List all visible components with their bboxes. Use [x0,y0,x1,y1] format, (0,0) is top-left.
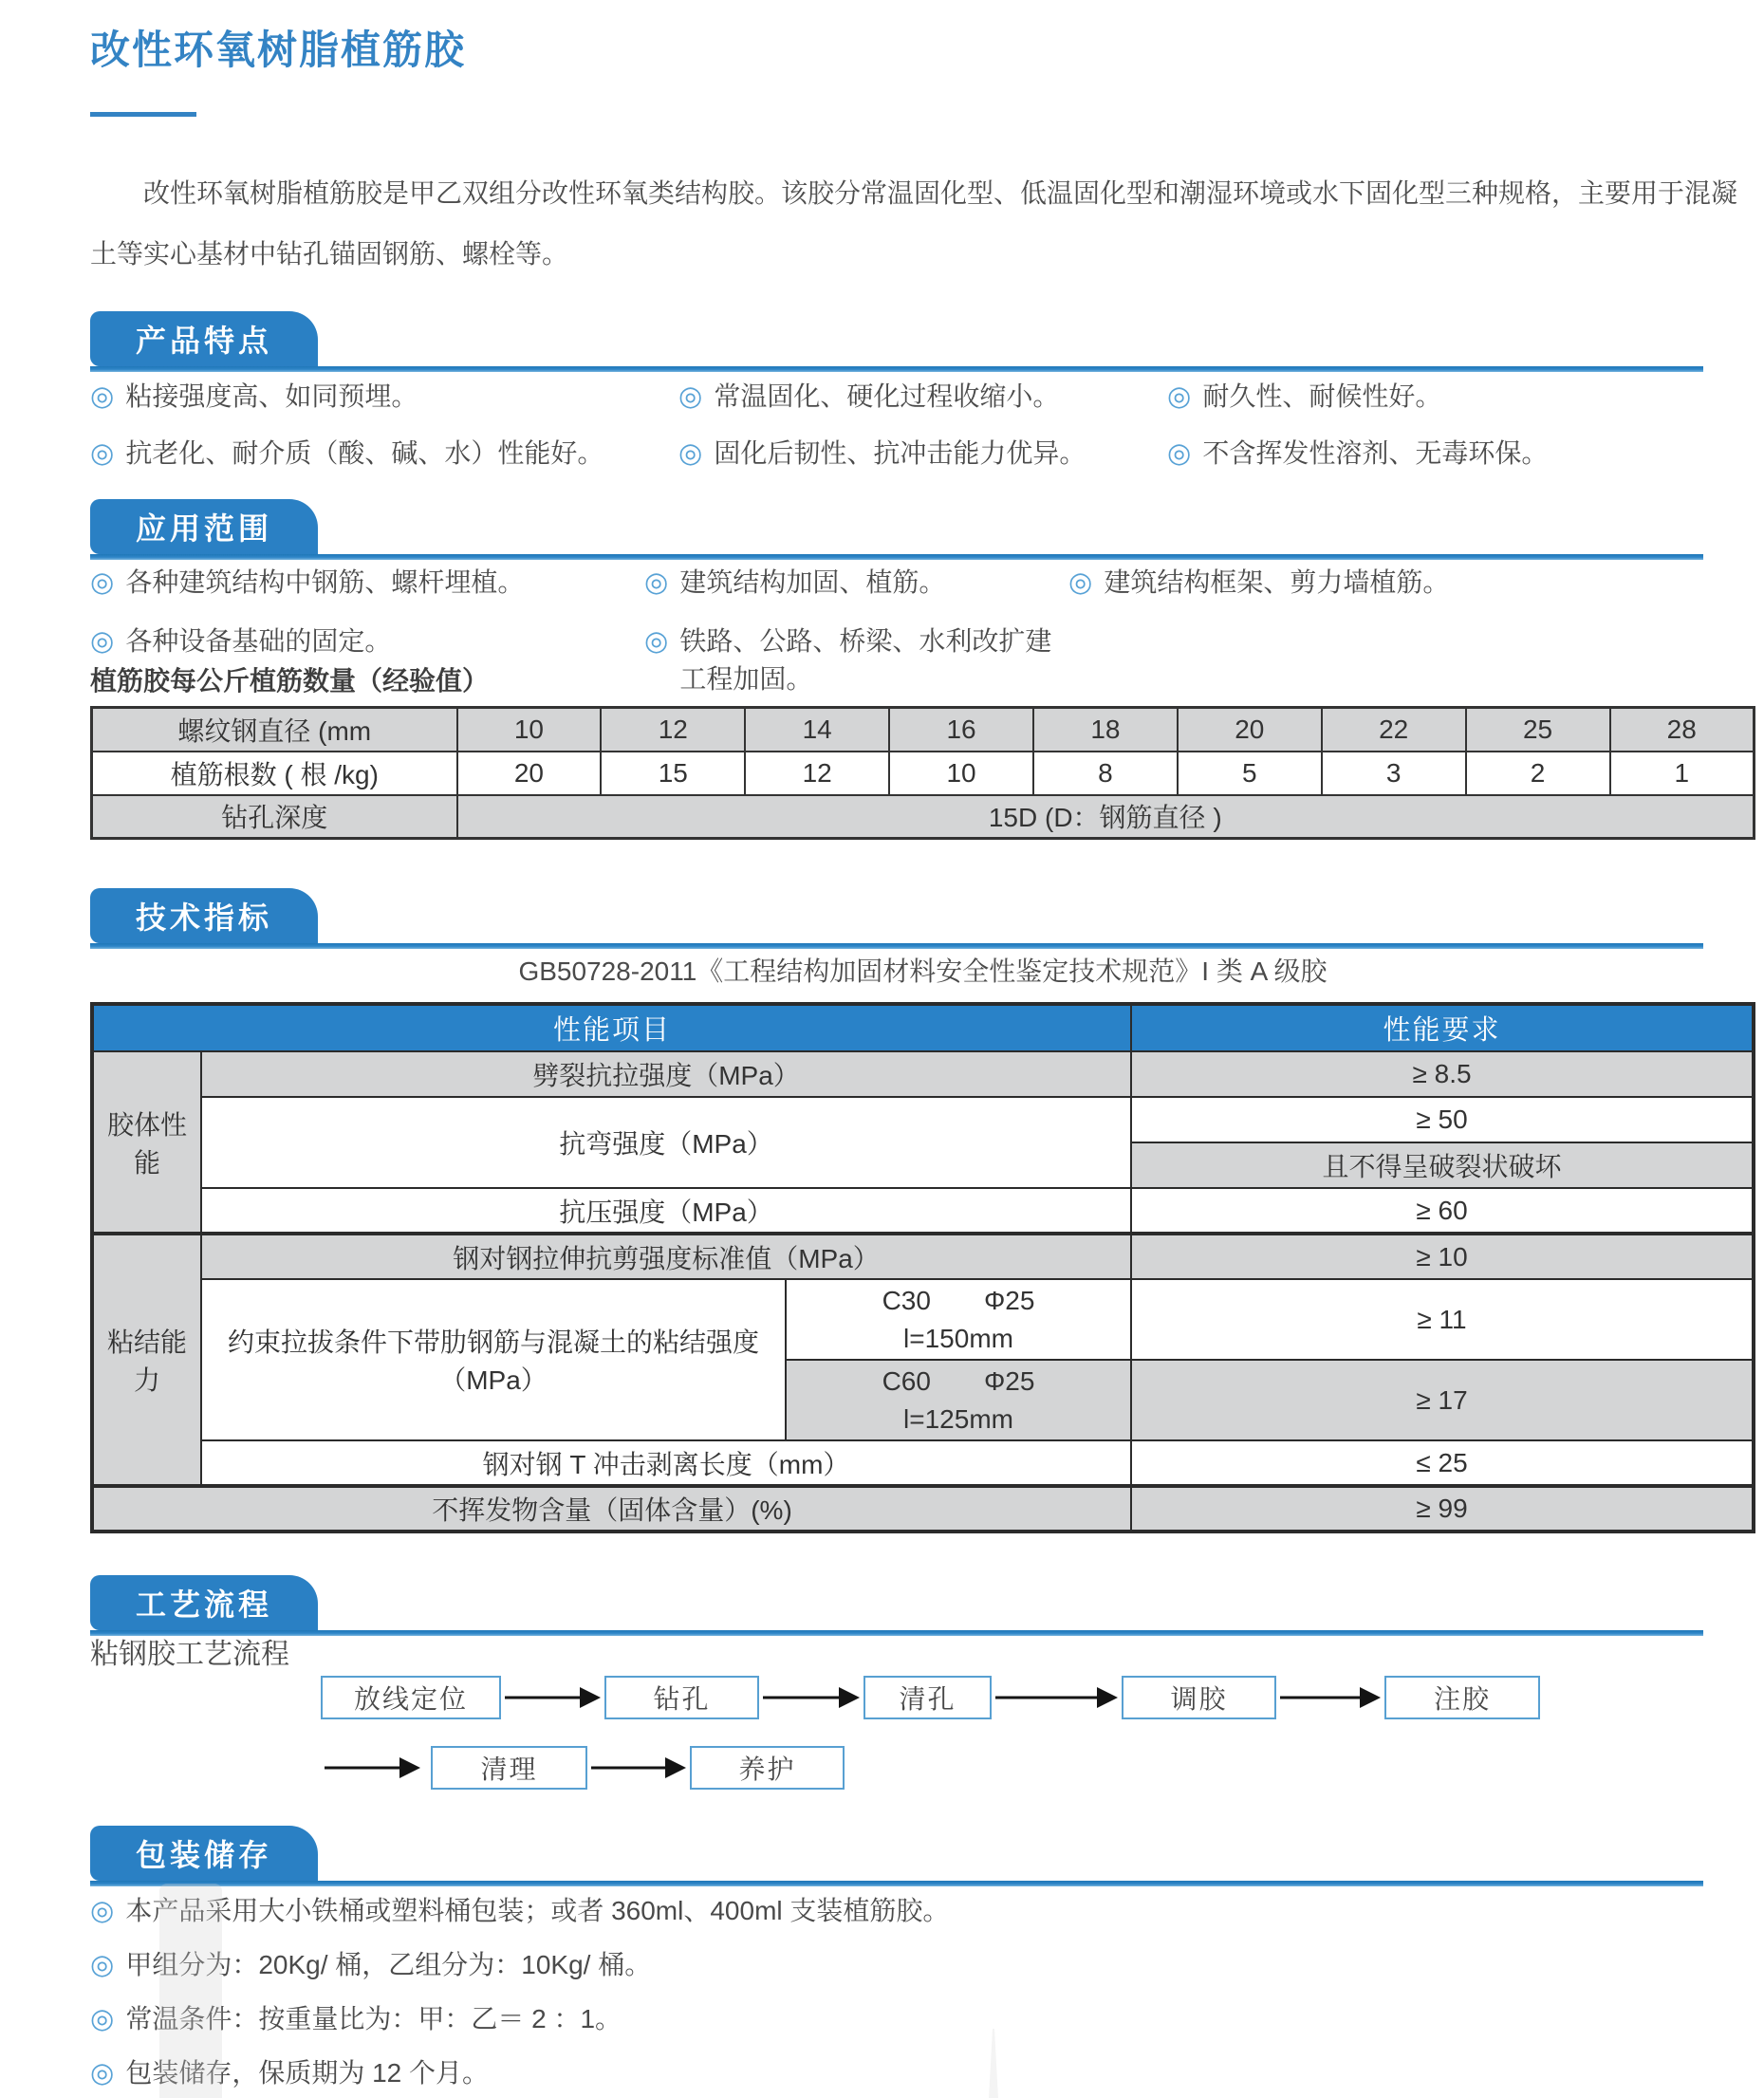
ring-bullet-icon: ◎ [90,567,115,598]
section-header-applications [90,499,1755,560]
packaging-text: 本产品采用大小铁桶或塑料桶包装；或者 360ml、400ml 支装植筋胶。 [125,1896,950,1925]
item-cell: 不挥发物含量（固体含量）(%) [92,1486,1131,1532]
tech-spec-table [90,1002,1755,1533]
features-list [90,378,1755,492]
condition-line: C60 Φ25 [882,1365,1035,1396]
cell: 20 [1178,708,1322,752]
section-header-packaging [90,1826,1755,1886]
packaging-text: 包装储存，保质期为 12 个月。 [125,2058,490,2088]
feature-text: 常温固化、硬化过程收缩小。 [714,381,1060,411]
list-item [90,435,678,492]
ring-bullet-icon: ◎ [90,626,115,657]
table-row [92,1440,1754,1486]
list-item [90,378,678,435]
flow-step: 清理 [431,1746,587,1790]
feature-text: 耐久性、耐候性好。 [1202,381,1442,411]
item-cell: 抗压强度（MPa） [201,1188,1131,1234]
cell: 8 [1033,752,1178,795]
flow-subtitle: 粘钢胶工艺流程 [90,1639,289,1670]
application-text: 铁路、公路、桥梁、水利改扩建工程加固。 [679,626,1052,694]
application-text: 各种设备基础的固定。 [125,626,392,656]
ring-bullet-icon: ◎ [644,567,669,598]
cell: 2 [1466,752,1610,795]
list-item [90,2054,1755,2098]
process-flowchart [90,1676,1755,1795]
intro-paragraph: 改性环氧树脂植筋胶是甲乙双组分改性环氧类结构胶。该胶分常温固化型、低温固化型和潮湿环境或水下固化型三种规格，主要用于混凝土等实心基材中钻孔锚固钢筋、螺栓等。 [90,178,1738,269]
item-cell: 劈裂抗拉强度（MPa） [201,1051,1131,1097]
feature-text: 抗老化、耐介质（酸、碱、水）性能好。 [125,438,604,468]
section-rule [90,366,1703,372]
condition-cell [786,1279,1131,1360]
table-row [92,752,1755,795]
item-cell: 抗弯强度（MPa） [201,1097,1131,1188]
column-header: 性能要求 [1131,1004,1754,1051]
flow-step: 清孔 [863,1676,992,1719]
packaging-text: 常温条件：按重量比为：甲：乙＝ 2 ：1。 [125,2004,622,2033]
cell: 22 [1322,708,1466,752]
table-row [92,1486,1754,1532]
flow-step: 注胶 [1384,1676,1540,1719]
list-item [90,564,644,622]
cell: 20 [457,752,602,795]
cell: 10 [889,752,1033,795]
condition-cell [786,1360,1131,1440]
table-header-row [92,1004,1754,1051]
section-rule [90,1630,1703,1636]
section-header-features [90,311,1755,372]
flow-step: 养护 [690,1746,845,1790]
row-header-cell: 螺纹钢直径 (mm [92,708,457,752]
arrow-right-icon [505,1676,601,1719]
section-header-process [90,1575,1755,1636]
list-item [1068,564,1755,622]
applications-badge: 应用范围 [90,499,318,554]
item-cell: 钢对钢 T 冲击剥离长度（mm） [201,1440,1131,1486]
list-item [90,1892,1755,1946]
application-text: 建筑结构加固、植筋。 [679,567,946,597]
flow-step: 调胶 [1122,1676,1276,1719]
req-cell: ≥ 11 [1131,1279,1754,1360]
condition-line: l=150mm [903,1323,1013,1353]
list-item [678,435,1167,492]
req-cell: ≥ 17 [1131,1360,1754,1440]
row-header-cell: 钻孔深度 [92,795,457,839]
ring-bullet-icon: ◎ [1167,438,1192,469]
section-rule [90,1881,1703,1886]
ring-bullet-icon: ◎ [90,2004,115,2034]
ring-bullet-icon: ◎ [90,1896,115,1926]
packaging-badge: 包装储存 [90,1826,318,1881]
cell: 3 [1322,752,1466,795]
table-row [92,795,1755,839]
arrow-right-icon [325,1746,420,1790]
application-text: 各种建筑结构中钢筋、螺杆埋植。 [125,567,525,597]
column-header: 性能项目 [92,1004,1131,1051]
section-header-tech [90,888,1755,949]
cell: 16 [889,708,1033,752]
group-cell: 粘结能力 [92,1234,201,1486]
packaging-text: 甲组分为：20Kg/ 桶，乙组分为：10Kg/ 桶。 [125,1950,652,1979]
group-cell: 胶体性能 [92,1051,201,1234]
section-rule [90,554,1703,560]
feature-text: 粘接强度高、如同预埋。 [125,381,418,411]
cell: 12 [601,708,745,752]
arrow-right-icon [1280,1676,1381,1719]
item-cell: 约束拉拔条件下带肋钢筋与混凝土的粘结强度（MPa） [201,1279,786,1440]
feature-text: 固化后韧性、抗冲击能力优异。 [714,438,1086,468]
cell: 18 [1033,708,1178,752]
req-cell: ≥ 8.5 [1131,1051,1754,1097]
list-item [90,2000,1755,2054]
ring-bullet-icon: ◎ [1068,567,1093,598]
req-cell: ≥ 60 [1131,1188,1754,1234]
ring-bullet-icon: ◎ [90,438,115,469]
cell: 25 [1466,708,1610,752]
ring-bullet-icon: ◎ [678,381,703,412]
page-title: 改性环氧树脂植筋胶 [90,28,467,72]
ring-bullet-icon: ◎ [90,1950,115,1980]
list-item [90,1946,1755,2000]
title-underline-dash [90,112,196,117]
req-cell: ≥ 10 [1131,1234,1754,1279]
flow-step: 钻孔 [604,1676,759,1719]
table-row [92,1234,1754,1279]
cell: 10 [457,708,602,752]
arrow-right-icon [763,1676,860,1719]
section-rule [90,943,1703,949]
req-cell: ≥ 99 [1131,1486,1754,1532]
table-row [92,708,1755,752]
list-item [1167,435,1755,492]
cell: 28 [1610,708,1755,752]
standard-note: GB50728-2011《工程结构加固材料安全性鉴定技术规范》I 类 A 级胶 [518,956,1328,986]
condition-line: l=125mm [903,1403,1013,1434]
list-item [644,564,1068,622]
arrow-right-icon [591,1746,686,1790]
feature-text: 不含挥发性溶剂、无毒环保。 [1202,438,1549,468]
rebar-table-title: 植筋胶每公斤植筋数量（经验值） [90,666,490,696]
tech-badge: 技术指标 [90,888,318,943]
rebar-count-table [90,706,1755,840]
item-cell: 钢对钢拉伸抗剪强度标准值（MPa） [201,1234,1131,1279]
flow-step: 放线定位 [321,1676,501,1719]
process-badge: 工艺流程 [90,1575,318,1630]
features-badge: 产品特点 [90,311,318,366]
req-cell: 且不得呈破裂状破坏 [1131,1142,1754,1188]
table-row [92,1097,1754,1142]
ring-bullet-icon: ◎ [90,2058,115,2089]
list-item [678,378,1167,435]
req-cell: ≤ 25 [1131,1440,1754,1486]
application-text: 建筑结构框架、剪力墙植筋。 [1104,567,1450,597]
cell: 1 [1610,752,1755,795]
ring-bullet-icon: ◎ [678,438,703,469]
cell: 12 [745,752,889,795]
ring-bullet-icon: ◎ [90,381,115,412]
cell: 5 [1178,752,1322,795]
table-row [92,1051,1754,1097]
req-cell: ≥ 50 [1131,1097,1754,1142]
ring-bullet-icon: ◎ [644,626,669,657]
list-item [644,622,1068,694]
watermark-shape [159,1884,222,2098]
row-header-cell: 植筋根数 ( 根 /kg) [92,752,457,795]
arrow-right-icon [995,1676,1118,1719]
cell: 14 [745,708,889,752]
packaging-list [90,1892,1755,2098]
condition-line: C30 Φ25 [882,1285,1035,1315]
cell: 15 [601,752,745,795]
table-row [92,1188,1754,1234]
table-row [92,1279,1754,1360]
span-cell: 15D (D：钢筋直径 ) [457,795,1755,839]
ring-bullet-icon: ◎ [1167,381,1192,412]
list-item [1167,378,1755,435]
